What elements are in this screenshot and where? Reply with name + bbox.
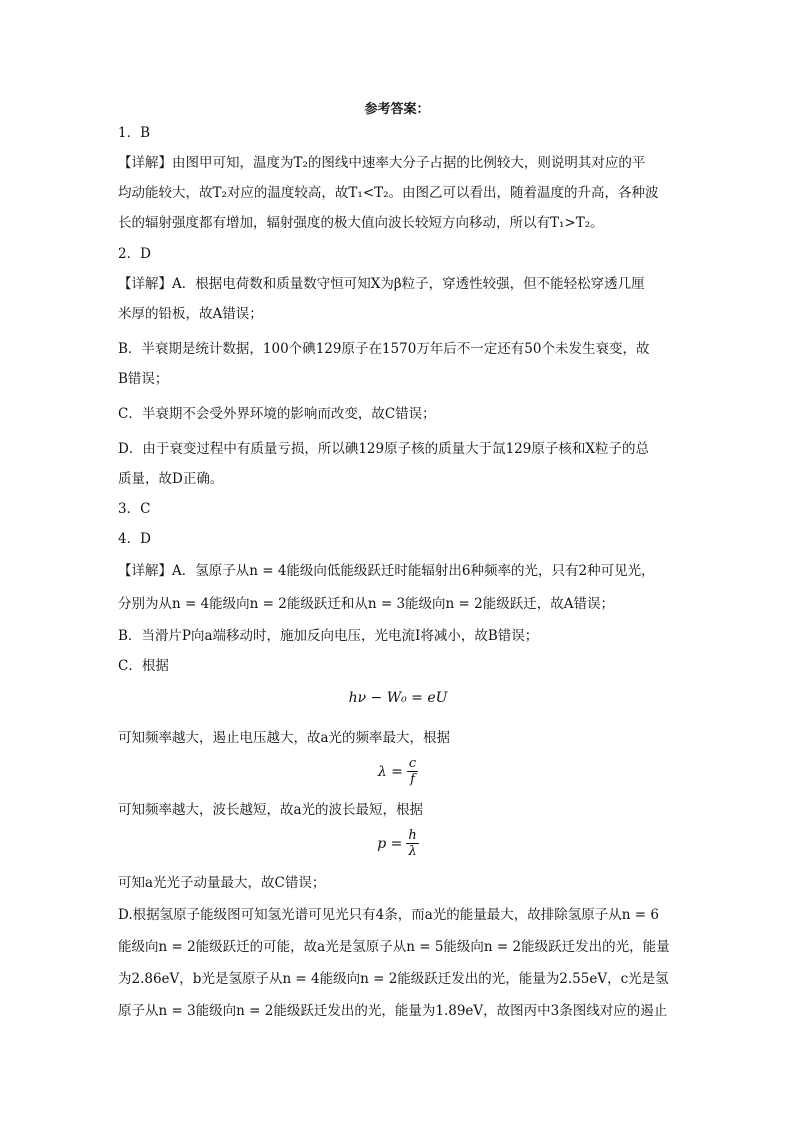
explanation-line: 【详解】A．根据电荷数和质量数守恒可知X为β粒子，穿透性较强，但不能轻松穿透几厘 (118, 276, 645, 292)
explanation-line: 可知频率越大，波长越短，故a光的波长最短，根据 (118, 802, 424, 818)
fraction-denominator: f (410, 772, 415, 787)
answer-4: 4．D (118, 531, 151, 547)
explanation-line: 可知a光光子动量最大，故C错误； (118, 875, 326, 891)
explanation-line: 分别为从n = 4能级向n = 2能级跃迁和从n = 3能级向n = 2能级跃迁，故A错误； (118, 596, 614, 612)
explanation-line: 米厚的铅板，故A错误； (118, 306, 263, 322)
explanation-line: 原子从n = 3能级向n = 2能级跃迁发出的光，能量为1.89eV，故图丙中3条图线对应的遏止 (118, 1003, 668, 1019)
explanation-line: 长的辐射强度都有增加，辐射强度的极大值向波长较短方向移动，所以有T₁>T₂。 (118, 215, 604, 231)
fraction-numerator: c (408, 756, 417, 771)
explanation-line: D．由于衰变过程中有质量亏损，所以碘129原子核的质量大于氙129原子核和X粒子的总 (118, 441, 649, 457)
equation-wavelength (118, 756, 678, 787)
explanation-line: 可知频率越大，遏止电压越大，故a光的频率最大，根据 (118, 730, 451, 746)
page-title: 参考答案： (364, 102, 430, 117)
explanation-line: 质量，故D正确。 (118, 471, 224, 487)
answer-3: 3．C (118, 501, 151, 517)
explanation-line: C．半衰期不会受外界环境的影响而改变，故C错误； (118, 406, 436, 422)
fraction (406, 828, 418, 859)
answer-1: 1．B (118, 125, 151, 141)
answer-2: 2．D (118, 246, 151, 262)
equation-lhs: p = (377, 835, 403, 852)
explanation-line: 为2.86eV，b光是氢原子从n = 4能级向n = 2能级跃迁发出的光，能量为2.55eV，c光是氢 (118, 971, 669, 987)
explanation-line: 【详解】由图甲可知，温度为T₂的图线中速率大分子占据的比例较大，则说明其对应的平 (118, 155, 646, 171)
equation-photoelectric: hν − W₀ = eU (348, 690, 448, 706)
fraction-denominator: λ (408, 844, 417, 859)
explanation-line: C．根据 (118, 658, 169, 674)
explanation-line: B．当滑片P向a端移动时，施加反向电压，光电流I将减小，故B错误； (118, 628, 539, 644)
explanation-line: B．半衰期是统计数据，100个碘129原子在1570万年后不一定还有50个未发生衰变，故 (118, 341, 650, 357)
explanation-line: 【详解】A．氢原子从n = 4能级向低能级跃迁时能辐射出6种频率的光，只有2种可见光， (118, 563, 655, 579)
fraction-numerator: h (408, 828, 417, 843)
explanation-line: 能级向n = 2能级跃迁的可能，故a光是氢原子从n = 5能级向n = 2能级跃迁发出的光，能量 (118, 939, 670, 955)
equation-lhs: λ = (377, 763, 403, 780)
explanation-line: D.根据氢原子能级图可知氢光谱可见光只有4条，而a光的能量最大，故排除氢原子从n = 6 (118, 907, 659, 923)
explanation-line: 均动能较大，故T₂对应的温度较高，故T₁<T₂。由图乙可以看出，随着温度的升高，各种波 (118, 185, 659, 201)
explanation-line: B错误； (118, 371, 169, 387)
equation-momentum (118, 828, 678, 859)
fraction (407, 756, 418, 787)
